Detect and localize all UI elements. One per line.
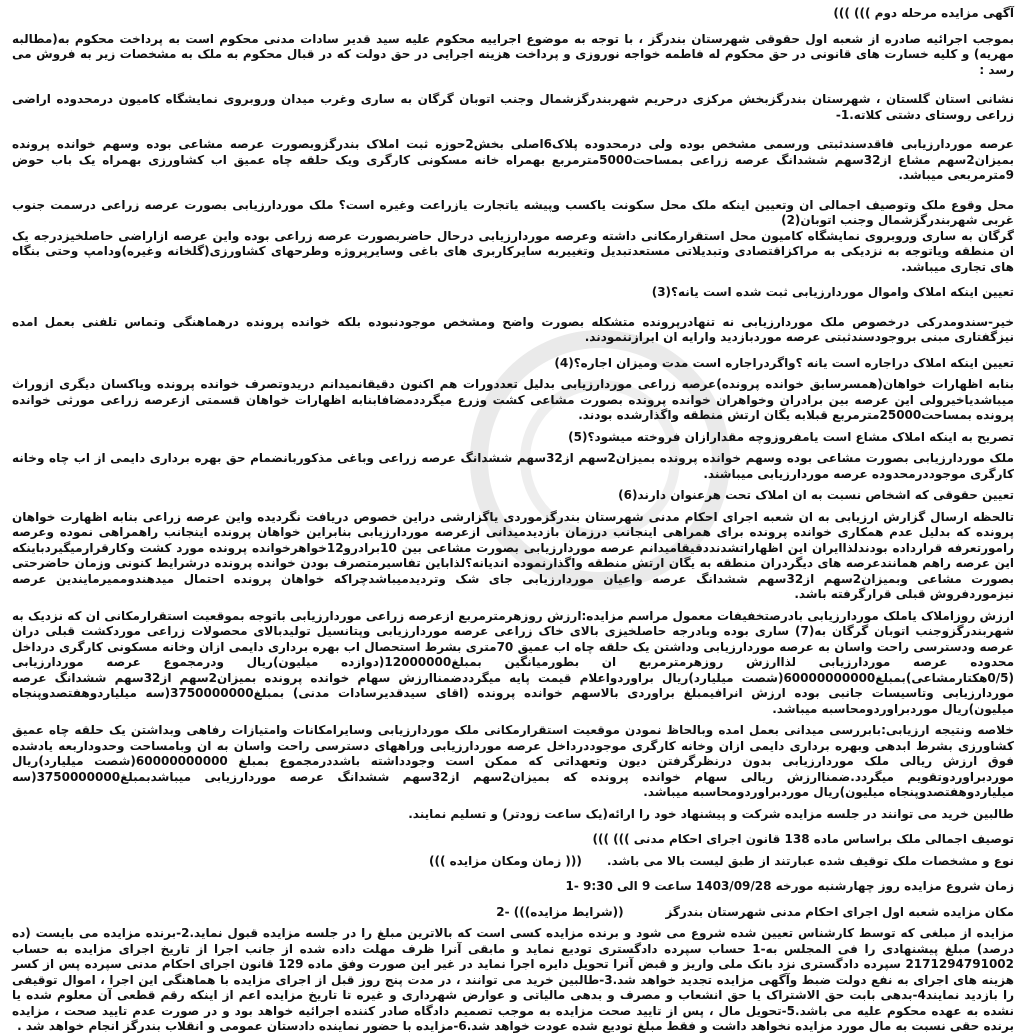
notice-title: آگهی مزایده مرحله دوم ))) ))) — [833, 6, 1014, 20]
auction-place-line — [12, 905, 1014, 921]
item-2-body: گرگان به ساری وروبروی نمایشگاه کامیون محل استقرارمکانی داشته وعرصه موردارزیابی درحال حاضربصورت عرصه زراعی بوده واین عرصه ازاراضی حاصلخیزدرجه یک ان منطقه ویاتوجه به نزدیکی به مراکزاقتصادی وتبدیلاتی مستعدتبدیل وتغییربه سایرکاربری های باغی وسایرپروژه وطرحهای کشاورزی(گلخانه وغیره)ودامپ وحتی بنگاه های تجاری میباشد. — [12, 228, 1014, 274]
item-3-body: خیر-سندومدرکی درخصوص ملک موردارزیابی نه تنهادرپرونده متشکله بصورت واضح ومشخص موجودنبوده بلکه خوانده پرونده درهماهنگی وتماس تلفنی بعمل امده نیزگفتاری مبنی بروجودسندثبتی عرصه موردبازدید وارایه ان ابرازننمودند. — [12, 314, 1014, 344]
item-1-description: عرصه موردارزیابی فاقدسندثبتی ورسمی مشخص بوده ولی درمحدوده پلاک6اصلی بخش2حوزه ثبت املاک بندرگزوبصورت عرصه مشاعی بوده وسهم خوانده پرونده بمیزان2سهم مشاع از32سهم ششدانگ عرصه زراعی بمساحت5000مترمربع بهمراه خانه مسکونی کارگری ویک حلقه چاه عمیق اب کشاورزی بهمراه یک باب حوض 9مترمربعی میباشد. — [12, 137, 1014, 182]
item-4-body: بنابه اظهارات خواهان(همسرسابق خوانده پرونده)عرصه زراعی موردارزیابی بدلیل تعددورات هم اکنون دقیقانمیدانم دریدوتصرف خوانده پرونده ویاکسان دیگری ازوراث میباشدیاخیرولی این عرصه بین برادران وخواهران خوانده پرونده بصورت مشاعی کشت وزرع میگرددمضافابنابه اظهارات خواهان قسمتی ازعرصه زراعی مورثی خوانده پرونده بمساحت25000مترمربع قبلابه یگان ارتش منطقه واگذارشده بودند. — [12, 377, 1014, 422]
property-type-text: نوع و مشخصات ملک توقیف شده عبارتند از طبق لیست بالا می باشد. — [606, 853, 1014, 868]
auction-place-text: مکان مزایده شعبه اول اجرای احکام مدنی شهرستان بندرگز — [665, 904, 1014, 919]
time-place-label: ((( زمان ومکان مزایده ))) — [429, 853, 582, 868]
auction-conditions: مزایده از مبلغی که توسط کارشناس تعیین شده شروع می شود و برنده مزایده کسی است که بالاترین مبلغ را در جلسه مزایده قبول نماید.2-برنده مزایده می بایست (ده درصد) مبلغ پیشنهادی را فی المجلس به-1 حساب سپرده دادگستری تودیع نماید و مابقی آنرا ظرف مهلت داده شده از جانب اجرا از تاریخ اجرای مزایده به حساب 2171294791002 سپرده دادگستری نزد بانک ملی واریز و قبض آنرا تحویل دایره اجرا نماید در غیر این صورت وفق ماده 129 قانون اجرای احکام مدنی سپرده پس از کسر هزینه های اجرای به نفع دولت ضبط وآگهی مزایده تجدید خواهد شد.3-طالبین خرید می توانند ، در مدت پنج روز قبل از اجرای مزایده با هماهنگی این اجرا ، اموال توقیفی را بازدید نمایند4-بدهی بابت حق الاشتراک یا حق انشعاب و مصرف و بدهی مالیاتی و عوارض شهرداری و غیره تا تاریخ مزایده اعم از اینکه رقم قطعی آن معلوم شده یا نشده به عهده محکوم علیه می باشد.5-تحویل مال ، پس از تایید صحت مزایده به موجب تصمیم دادگاه صادر کننده اجرائیه خواهد بود و در صورت عدم تایید صحت ، مزایده برنده حقی نسبت به مال مورد مزایده نخواهد داشت و فقط مبلغ تودیع شده عودت خواهد شد.6-مزایده با حضور نماینده دادستان عمومی و انقلاب بندرگز انجام خواهد شد . — [12, 926, 1015, 1033]
item-5-body: ملک موردارزیابی بصورت مشاعی بوده وسهم خوانده پرونده بمیزان2سهم از32سهم ششدانگ عرصه زراعی وباغی مذکوربانضمام حق بهره برداری دایمی از اب چاه وخانه کارگری موجوددرمحدوده عرصه موردارزیابی میباشند. — [12, 451, 1014, 481]
property-description-line: توصیف اجمالی ملک براساس ماده 138 قانون اجرای احکام مدنی ))) ))) — [592, 832, 1014, 846]
valuation-summary: خلاصه ونتیجه ارزیابی:بابررسی میدانی بعمل امده وبالحاظ نمودن موقعیت استقرارمکانی ملک موردارزیابی وسایرامکانات وامتیازات رفاهی وبداشتن یک حلقه چاه عمیق کشاورزی بشرط ابدهی وبهره برداری دایمی ازان وخانه کارگری موجوددرداخل عرصه موردارزیابی وراههای دسترسی راحت واسان به ان وبامساحت وحدوداربعه یادشده فوق ارزش ریالی ملک موردارزیابی بدون درنظرگرفتن دیون وتعهداتی که ممکن است وجودداشته باشددرمجموع بمبلغ 60000000000(شصت میلیارد)ریال موردبراوردوتقویم میگردد.ضمناارزش ریالی سهام خوانده پرونده که بمیزان2سهم از32سهم ششدانگ عرصه موردارزیابی میباشدبمبلغ3750000000(سه میلیاردوهفتصدوپنجاه میلیون)ریال موردبراوردومحاسبه میباشد. — [12, 723, 1014, 799]
auction-date-line: زمان شروع مزایده روز چهارشنبه مورخه 1403/09/28 ساعت 9 الی 9:30 -1 — [565, 879, 1014, 893]
item-1-address: نشانی استان گلستان ، شهرستان بندرگزبخش مرکزی درحریم شهربندرگزشمال وجنب اتوبان گرگان به ساری وغرب میدان وروبروی نمایشگاه کامیون درمحدوده اراضی زراعی روستای دشتی کلاته.1- — [12, 92, 1014, 122]
notice-intro: بموجب اجرائیه صادره از شعبه اول حقوقی شهرستان بندرگز ، با توجه به موضوع اجراییه محکوم علیه سید قدیر سادات مدنی محکوم است به پرداخت محکوم به(مطالبه مهریه) و کلیه خسارت های قانونی در حق محکوم له فاطمه خواجه نوروزی و پرداخت هزینه اجرایی در حق دولت که در قبال محکوم به ملک به مشخصات زیر به فروش می رسد : — [12, 31, 1014, 77]
conditions-label: ((شرایط مزایده))) -2 — [496, 904, 624, 919]
item-4-heading: تعیین اینکه املاک دراجاره است یانه ؟واگردراجاره است مدت ومیزان اجاره؟(4) — [554, 355, 1014, 370]
item-5-heading: تصریح به اینکه املاک مشاع است یامفروزوچه مقدارازان فروخته میشود؟(5) — [568, 429, 1014, 444]
property-type-line — [12, 854, 1014, 870]
buyers-note: طالبین خرید می توانند در جلسه مزایده شرکت و پیشنهاد خود را ارائه(یک ساعت زودتر) و تسلیم نمایند. — [408, 806, 1014, 821]
item-3-heading: تعیین اینکه املاک واموال موردارزیابی ثبت شده است یانه؟(3) — [651, 285, 1014, 299]
item-7-valuation: ارزش روزاملاک یاملک موردارزیابی بادرصتخفیفات معمول مراسم مزایده:ارزش روزهرمترمربع ازعرصه زراعی موردارزیابی باتوجه بموقعیت استقرارمکانی ان که نزدیک به شهربندرگزوجنب اتوبان گرگان به(7) ساری بوده وبادرجه حاصلخیزی بالای خاک زراعی عرصه موردارزیابی وپتانسیل تولیدبالای محصولات زراعی موردکشت قبلی دران عرصه ودسترسی راحت واسان به عرصه موردارزیابی وداشتن یک حلقه چاه اب عمیق 70متری بشرط استحصال اب بهره برداری دایمی ازان وخانه مسکونی کارگری درداخل محدوده عرصه موردارزیابی لذاارزش روزهرمترمربع ان بطورمیانگین بمبلغ12000000(دوازده میلیون)ریال ودرمجموع عرصه موردارزیابی (0/5هکتارمشاعی)بمبلغ60000000000(شصت میلیارد)ریال براوردواعلام قیمت پایه میگرددضمناارزش سهام خوانده پرونده بمیزان2سهم از32سهم ششدانگ عرصه موردارزیابی وتاسیسات جانبی بوده ارزش انرافیمبلغ براوردی بالاسهم خوانده پرونده (اقای سیدقدیرسادات مدنی) بمبلغ3750000000(سه میلیاردوهفتصدوپنجاه میلیون)ریال موردبراوردومحاسبه میباشد. — [12, 608, 1015, 716]
item-6-body: تالحظه ارسال گزارش ارزیابی به ان شعبه اجرای احکام مدنی شهرستان بندرگزموردی یاگزارشی دراین خصوص دریافت نگردیده واین عرصه زراعی بنابه اظهارت خواهان پرونده که بدلیل عدم همکاری خوانده پرونده برای همراهی اینجانب درزمان بازدیدمیدانی ازعرصه موردارزیابی بنابراین خواهان پرونده اینجانب راهمراهی نموده وعرصه رامورتعرفه قرارداده بودندلذاایران این اظهاراتشدنددقیقامیدانم عرصه موردارزیابی بصورت مشاعی بین 10برادرو12خواهرخوانده پرونده مورد کشت وکارقرارمیگیردباینکه این عرصه راهم همانندعرصه های دیگردران منطقه به یگان ارتش منطقه واگذارنموده اندیانه؟لذاباین تفاسیرمتصرف بودن خوانده پرونده درشرایط کنونی وزمان حاضرحتی بصورت مشاعی وبمیزان2سهم از32سهم ششدانگ عرصه واعیان موردارزیابی جای شک وتردیدمیباشدچراکه خواهان پرونده احتمال میدهندوممیرمایندین عرصه نیزموردفروش قبلی قرارگرفته باشد. — [12, 509, 1014, 601]
item-2-heading: محل وقوع ملک وتوصیف اجمالی ان وتعیین اینکه ملک محل سکونت یاکسب وپیشه یاتجارت یازراعت وغیره است؟ ملک موردارزیابی بصورت عرصه زراعی درسمت جنوب غربی شهربندرگزشمال وجنب اتوبان(2) — [12, 197, 1014, 227]
item-6-heading: تعیین حقوقی که اشخاص نسبت به ان املاک تحت هرعنوان دارند(6) — [618, 488, 1014, 502]
